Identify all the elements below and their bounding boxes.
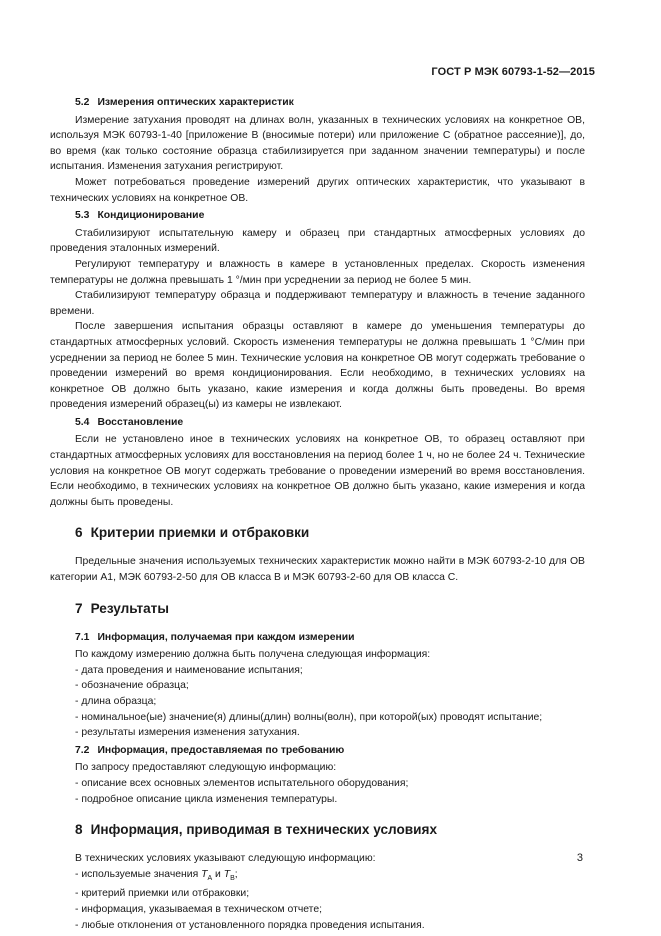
paragraph: После завершения испытания образцы оставляют в камере до уменьшения температуры до стандартных атмосферных условий. Скорость изменения температуры не должна превышать 1 °С/мин при усреднении за период не более 5 мин. Технические условия на конкретное ОВ могут содержать требование о проведении измерений во время кондиционирования. Если необходимо, в технических условиях на конкретное ОВ должно быть указано, какие измерения и когда должны быть проведены. Во время проведения измерений образец(ы) из камеры не извлекают.: [50, 321, 585, 411]
paragraph: Измерение затухания проводят на длинах волн, указанных в технических условиях на конкретное ОВ, используя МЭК 60793-1-40 [приложение В (вносимые потери) или приложение С (обратное рассеяние)], до, во время (как только состояние образца стабилизируется при заданном значении температуры) и после испытания. Изменения затухания регистрируют.: [50, 114, 585, 173]
list-item-prefix: - используемые значения: [75, 868, 202, 880]
list-item: - дата проведения и наименование испытания;: [75, 664, 303, 676]
list-intro: По каждому измерению должна быть получена следующая информация:: [75, 649, 431, 661]
list-item: - подробное описание цикла изменения температуры.: [75, 793, 338, 805]
subsection-5-3-heading: [50, 208, 585, 224]
symbol-t: T: [223, 868, 231, 880]
list-item: - результаты измерения изменения затухания.: [75, 727, 300, 739]
subsection-number: 7.1: [75, 631, 90, 643]
paragraph: Стабилизируют испытательную камеру и образец при стандартных атмосферных условиях до проведения эталонных измерений.: [50, 227, 585, 255]
list-item-suffix: ;: [234, 868, 238, 880]
subsection-7-1-heading: [50, 630, 585, 646]
paragraph: Регулируют температуру и влажность в камере в установленных пределах. Скорость изменения температуры не должна превышать 1 °/мин при усреднении за период не более 5 мин.: [50, 258, 585, 286]
list-item: - информация, указываемая в техническом отчете;: [75, 904, 322, 916]
paragraph: Если не установлено иное в технических условиях на конкретное ОВ, то образец оставляют при стандартных атмосферных условиях для восстановления на период более 1 ч, но не более 24 ч. Технические условия на конкретное ОВ могут содержать требование о проведении измерений во время восстановления. Если необходимо, в технических условиях на конкретное ОВ должно быть указано, какие измерения и когда должны быть проведены.: [50, 434, 585, 508]
document-header: ГОСТ Р МЭК 60793-1-52—2015: [431, 66, 595, 78]
list-item: - обозначение образца;: [75, 680, 189, 692]
section-number: 6: [75, 525, 83, 541]
section-title: Информация, приводимая в технических условиях: [90, 822, 438, 838]
paragraph: Стабилизируют температуру образца и поддерживают температуру и влажность в течение заданного времени.: [50, 290, 585, 317]
subsection-5-4-heading: [50, 415, 585, 431]
subsection-title: Измерения оптических характеристик: [97, 97, 294, 108]
subsection-title: Информация, предоставляемая по требованию: [97, 744, 345, 756]
paragraph: Может потребоваться проведение измерений других оптических характеристик, что указывают в технических условиях на конкретное ОВ.: [50, 176, 585, 204]
subsection-title: Кондиционирование: [97, 210, 205, 222]
list-item-temperatures: [50, 867, 585, 887]
subsection-5-2-heading: [50, 95, 585, 111]
subsection-number: 5.4: [75, 416, 90, 428]
list-item: - критерий приемки или отбраковки;: [75, 888, 250, 900]
subsection-number: 5.3: [75, 210, 90, 222]
conjunction: и: [212, 868, 224, 880]
paragraph: Предельные значения используемых технических характеристик можно найти в МЭК 60793-2-10 для ОВ категории А1, МЭК 60793-2-50 для ОВ класса В и МЭК 60793-2-60 для ОВ класса С.: [50, 556, 585, 584]
subsection-title: Информация, получаемая при каждом измерении: [97, 631, 355, 643]
section-6-heading: [50, 524, 585, 542]
subsection-number: 7.2: [75, 744, 90, 756]
list-intro: По запросу предоставляют следующую информацию:: [75, 762, 337, 774]
list-item: - номинальное(ые) значение(я) длины(длин) волны(волн), при которой(ых) проводят испытание;: [75, 711, 543, 723]
symbol-t: T: [201, 868, 208, 880]
page-number: 3: [576, 852, 583, 864]
list-intro: В технических условиях указывают следующую информацию:: [75, 853, 376, 865]
subsection-7-2-heading: [50, 743, 585, 759]
section-7-heading: [50, 600, 585, 618]
list-item: - длина образца;: [75, 696, 157, 707]
section-title: Результаты: [90, 600, 169, 616]
section-8-heading: [50, 821, 585, 839]
subsection-number: 5.2: [75, 97, 90, 108]
section-number: 8: [75, 822, 83, 838]
page-content: [50, 93, 585, 933]
section-title: Критерии приемки и отбраковки: [90, 525, 310, 541]
subscript-b: B: [230, 874, 235, 882]
subscript-a: A: [207, 874, 213, 882]
list-item: - описание всех основных элементов испытательного оборудования;: [75, 777, 409, 789]
section-number: 7: [75, 600, 83, 616]
list-item: - любые отклонения от установленного порядка проведения испытания.: [75, 919, 425, 931]
subsection-title: Восстановление: [97, 416, 184, 428]
